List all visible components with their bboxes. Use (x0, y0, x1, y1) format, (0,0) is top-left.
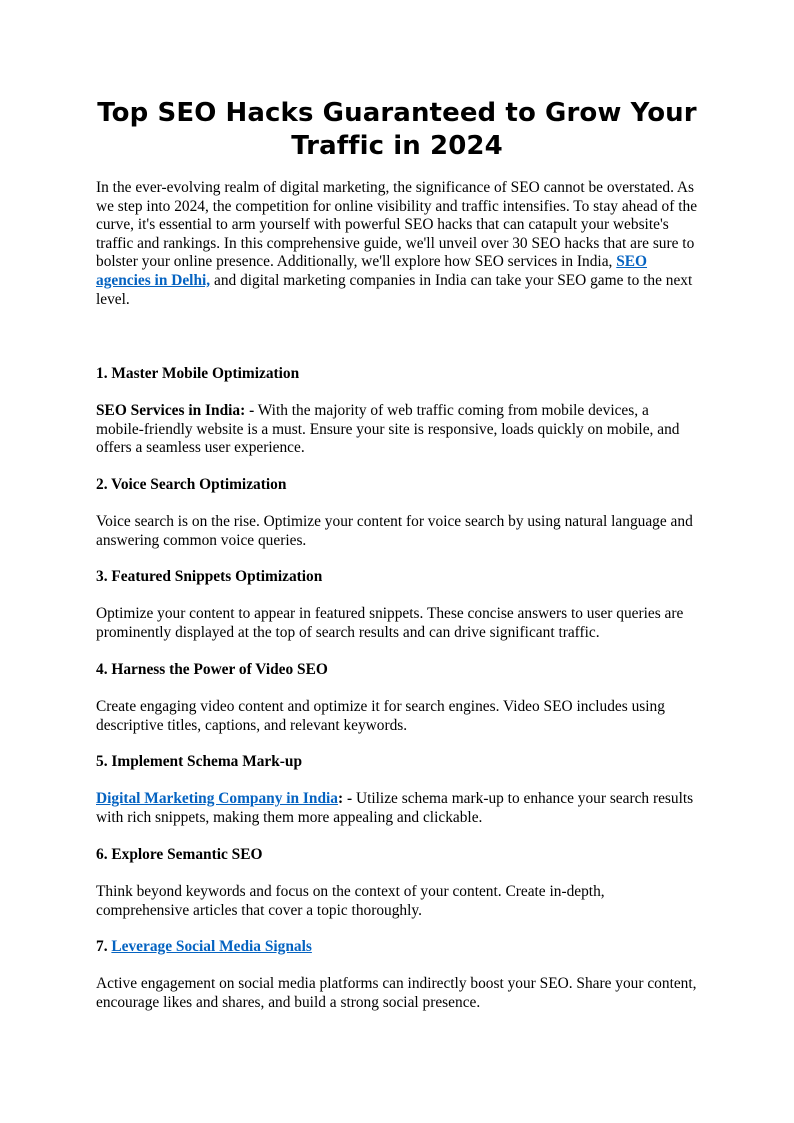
section-heading: 5. Implement Schema Mark-up (96, 753, 303, 770)
section-video-seo (96, 661, 700, 735)
section-voice-search (96, 476, 700, 550)
section-heading: 6. Explore Semantic SEO (96, 846, 263, 863)
intro-text-end: and digital marketing companies in India can take your SEO game to the next level. (96, 271, 693, 308)
section-heading: 4. Harness the Power of Video SEO (96, 661, 328, 678)
section-body: Active engagement on social media platforms can indirectly boost your SEO. Share your content, encourage likes and shares, and build a strong social presence. (96, 974, 697, 1011)
section-body (96, 790, 700, 827)
section-text: With the majority of web traffic coming from mobile devices, a mobile-friendly website is a must. Ensure your site is responsive, loads quickly on mobile, and offers a seamless user experience. (96, 401, 680, 457)
section-body: Create engaging video content and optimize it for search engines. Video SEO includes using descriptive titles, captions, and relevant keywords. (96, 697, 665, 734)
intro-text-start: In the ever-evolving realm of digital marketing, the significance of SEO cannot be overstated. As we step into 2024, the competition for online visibility and traffic intensifies. To stay ahead of the curve, it's essential to arm yourself with powerful SEO hacks that can catapult your website's traffic and rankings. In this comprehensive guide, we'll unveil over 30 SEO hacks that are sure to bolster your online presence. Additionally, we'll explore how SEO services in India, (96, 179, 698, 271)
section-body: Optimize your content to appear in featured snippets. These concise answers to user queries are prominently displayed at the top of search results and can drive significant traffic. (96, 604, 684, 641)
digital-marketing-company-link[interactable]: Digital Marketing Company in India (96, 789, 339, 807)
section-heading: 3. Featured Snippets Optimization (96, 568, 323, 585)
section-heading-prefix: 7. (96, 938, 112, 955)
section-text: Utilize schema mark-up to enhance your search results with rich snippets, making them more appealing and clickable. (96, 789, 694, 826)
seo-agencies-delhi-link[interactable]: SEO agencies in Delhi, (96, 253, 648, 289)
section-semantic-seo (96, 846, 700, 920)
social-media-signals-link[interactable]: Leverage Social Media Signals (111, 938, 312, 955)
section-social-signals (96, 938, 700, 1012)
section-mobile-optimization (96, 365, 700, 458)
section-body (96, 402, 700, 458)
page-title: Top SEO Hacks Guaranteed to Grow Your Traffic in 2024 (97, 98, 697, 161)
section-body: Think beyond keywords and focus on the context of your content. Create in-depth, comprehensive articles that cover a topic thoroughly. (96, 882, 605, 919)
intro-paragraph (96, 179, 700, 309)
section-featured-snippets (96, 568, 700, 642)
section-heading (96, 938, 700, 957)
section-heading: 1. Master Mobile Optimization (96, 365, 300, 382)
section-lead: SEO Services in India: - (96, 401, 255, 419)
section-schema-markup (96, 753, 700, 827)
section-lead: : - (338, 789, 353, 807)
section-body: Voice search is on the rise. Optimize your content for voice search by using natural language and answering common voice queries. (96, 512, 693, 549)
section-heading: 2. Voice Search Optimization (96, 476, 287, 493)
